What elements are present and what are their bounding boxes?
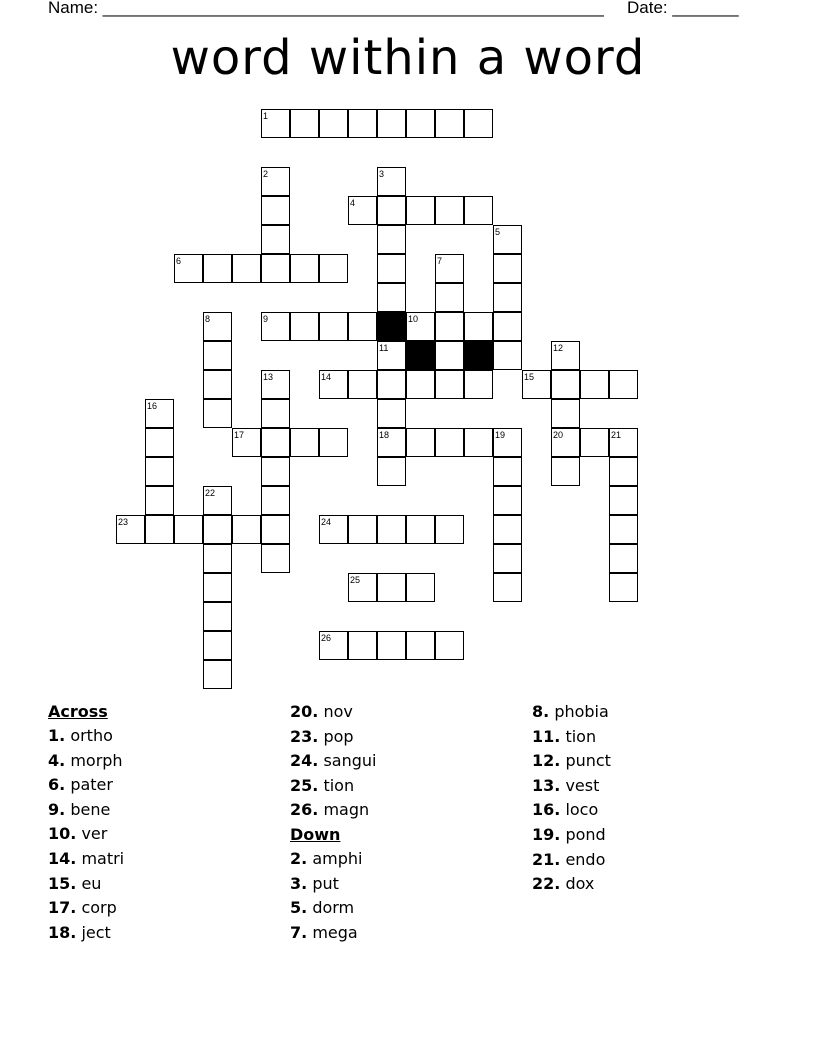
clue-number: 17. bbox=[48, 898, 77, 918]
crossword-cell[interactable] bbox=[435, 283, 464, 312]
clue-text: dorm bbox=[312, 898, 355, 918]
clue-number: 12. bbox=[532, 751, 561, 771]
crossword-cell[interactable] bbox=[609, 515, 638, 544]
clue-number: 25. bbox=[290, 775, 319, 795]
clue-text: corp bbox=[81, 898, 117, 918]
clue-text: dox bbox=[565, 874, 595, 894]
clue-item bbox=[290, 774, 376, 799]
clue-number: 24. bbox=[290, 751, 319, 771]
clue-number-label: 11 bbox=[379, 343, 389, 353]
clue-column-3 bbox=[532, 700, 611, 897]
clue-number-label: 24 bbox=[321, 517, 332, 527]
crossword-cell[interactable] bbox=[377, 196, 406, 225]
clue-text: vest bbox=[565, 775, 600, 795]
crossword-cell[interactable] bbox=[464, 109, 493, 138]
clue-text: pater bbox=[70, 775, 113, 795]
clue-number-label: 15 bbox=[524, 372, 535, 382]
clue-number: 23. bbox=[290, 726, 319, 746]
crossword-cell[interactable] bbox=[203, 341, 232, 370]
clue-number-label: 18 bbox=[379, 430, 390, 440]
clue-number-label: 16 bbox=[147, 401, 158, 411]
crossword-cell[interactable] bbox=[377, 254, 406, 283]
clue-number-label: 13 bbox=[263, 372, 274, 382]
clue-number: 15. bbox=[48, 873, 77, 893]
crossword-cell[interactable] bbox=[580, 370, 609, 399]
crossword-cell[interactable] bbox=[464, 196, 493, 225]
crossword-cell[interactable] bbox=[609, 457, 638, 486]
crossword-cell[interactable] bbox=[261, 196, 290, 225]
clue-text: punct bbox=[565, 751, 611, 771]
across-heading: Across bbox=[48, 702, 108, 721]
crossword-cell[interactable] bbox=[406, 370, 435, 399]
clue-number: 22. bbox=[532, 874, 561, 894]
crossword-cell[interactable] bbox=[551, 457, 580, 486]
crossword-cell[interactable] bbox=[493, 573, 522, 602]
crossword-cell[interactable] bbox=[145, 486, 174, 515]
crossword-cell[interactable] bbox=[493, 515, 522, 544]
clue-number: 5. bbox=[290, 898, 308, 918]
crossword-cell[interactable] bbox=[377, 399, 406, 428]
crossword-cell[interactable] bbox=[580, 428, 609, 457]
crossword-cell[interactable] bbox=[609, 573, 638, 602]
crossword-black-cell bbox=[377, 312, 406, 341]
crossword-cell[interactable] bbox=[348, 109, 377, 138]
crossword-cell[interactable] bbox=[406, 631, 435, 660]
crossword-cell[interactable] bbox=[203, 631, 232, 660]
clue-item bbox=[290, 749, 376, 774]
crossword-cell[interactable] bbox=[319, 109, 348, 138]
clue-text: pop bbox=[323, 726, 354, 746]
clue-item bbox=[48, 822, 124, 847]
crossword-cell[interactable] bbox=[551, 370, 580, 399]
clue-text: matri bbox=[81, 848, 125, 868]
clue-item bbox=[290, 921, 376, 946]
clue-number-label: 25 bbox=[350, 575, 361, 585]
crossword-cell[interactable] bbox=[406, 573, 435, 602]
clue-text: bene bbox=[70, 799, 111, 819]
clue-number: 11. bbox=[532, 726, 561, 746]
crossword-cell[interactable] bbox=[261, 225, 290, 254]
clue-number: 18. bbox=[48, 922, 77, 942]
crossword-cell[interactable] bbox=[203, 515, 232, 544]
crossword-cell[interactable] bbox=[493, 341, 522, 370]
crossword-cell[interactable] bbox=[435, 196, 464, 225]
clue-item bbox=[48, 896, 124, 921]
clue-number-label: 19 bbox=[495, 430, 506, 440]
crossword-cell[interactable] bbox=[348, 312, 377, 341]
clue-number: 2. bbox=[290, 848, 308, 868]
clue-item bbox=[48, 773, 124, 798]
crossword-cell[interactable] bbox=[348, 631, 377, 660]
clue-text: loco bbox=[565, 800, 599, 820]
clue-item bbox=[48, 872, 124, 897]
crossword-cell[interactable] bbox=[435, 341, 464, 370]
crossword-cell[interactable] bbox=[203, 370, 232, 399]
clue-item bbox=[532, 725, 611, 750]
clue-number-label: 14 bbox=[321, 372, 332, 382]
clue-number: 6. bbox=[48, 775, 66, 795]
clue-text: tion bbox=[323, 775, 355, 795]
crossword-cell[interactable] bbox=[493, 457, 522, 486]
clue-item bbox=[290, 872, 376, 897]
crossword-cell[interactable] bbox=[145, 428, 174, 457]
crossword-cell[interactable] bbox=[261, 544, 290, 573]
clue-text: put bbox=[312, 873, 339, 893]
crossword-cell[interactable] bbox=[377, 631, 406, 660]
clue-item bbox=[48, 749, 124, 774]
crossword-black-cell bbox=[406, 341, 435, 370]
crossword-cell[interactable] bbox=[493, 544, 522, 573]
clue-text: amphi bbox=[312, 848, 363, 868]
clue-text: magn bbox=[323, 800, 370, 820]
crossword-cell[interactable] bbox=[377, 109, 406, 138]
crossword-cell[interactable] bbox=[261, 254, 290, 283]
crossword-cell[interactable] bbox=[261, 515, 290, 544]
clue-item bbox=[532, 798, 611, 823]
crossword-cell[interactable] bbox=[435, 631, 464, 660]
clue-text: sangui bbox=[323, 751, 377, 771]
clue-number-label: 3 bbox=[379, 169, 385, 179]
crossword-cell[interactable] bbox=[493, 486, 522, 515]
crossword-cell[interactable] bbox=[435, 312, 464, 341]
crossword-cell[interactable] bbox=[203, 399, 232, 428]
crossword-cell[interactable] bbox=[377, 370, 406, 399]
crossword-black-cell bbox=[464, 341, 493, 370]
crossword-cell[interactable] bbox=[319, 428, 348, 457]
clue-item bbox=[290, 847, 376, 872]
crossword-cell[interactable] bbox=[290, 109, 319, 138]
crossword-cell[interactable] bbox=[609, 370, 638, 399]
crossword-cell[interactable] bbox=[377, 515, 406, 544]
clue-number: 10. bbox=[48, 824, 77, 844]
clue-text: tion bbox=[565, 726, 597, 746]
crossword-cell[interactable] bbox=[203, 602, 232, 631]
crossword-cell[interactable] bbox=[203, 573, 232, 602]
clue-item bbox=[290, 700, 376, 725]
clue-number-label: 26 bbox=[321, 633, 332, 643]
clue-text: endo bbox=[565, 849, 606, 869]
name-field[interactable]: Name: _____________________________________________________ bbox=[48, 0, 604, 17]
clue-text: ortho bbox=[70, 726, 113, 745]
crossword-cell[interactable] bbox=[464, 370, 493, 399]
clue-item bbox=[532, 749, 611, 774]
clue-number: 16. bbox=[532, 800, 561, 820]
crossword-cell[interactable] bbox=[435, 370, 464, 399]
crossword-cell[interactable] bbox=[493, 283, 522, 312]
clue-item bbox=[532, 774, 611, 799]
crossword-cell[interactable] bbox=[609, 486, 638, 515]
crossword-cell[interactable] bbox=[435, 428, 464, 457]
clue-item bbox=[290, 896, 376, 921]
clue-number-label: 20 bbox=[553, 430, 564, 440]
crossword-cell[interactable] bbox=[261, 457, 290, 486]
crossword-cell[interactable] bbox=[493, 312, 522, 341]
clue-text: ject bbox=[81, 922, 111, 942]
clue-number-label: 5 bbox=[495, 227, 501, 237]
crossword-cell[interactable] bbox=[377, 225, 406, 254]
clue-number: 8. bbox=[532, 702, 550, 721]
crossword-cell[interactable] bbox=[232, 254, 261, 283]
crossword-cell[interactable] bbox=[261, 486, 290, 515]
crossword-cell[interactable] bbox=[377, 283, 406, 312]
crossword-cell[interactable] bbox=[261, 399, 290, 428]
clue-number-label: 9 bbox=[263, 314, 269, 324]
clue-text: ver bbox=[81, 824, 108, 844]
clue-number-label: 2 bbox=[263, 169, 269, 179]
clue-number: 21. bbox=[532, 849, 561, 869]
crossword-cell[interactable] bbox=[435, 109, 464, 138]
clue-item bbox=[532, 700, 611, 725]
clue-text: pond bbox=[565, 824, 606, 844]
crossword-cell[interactable] bbox=[203, 660, 232, 689]
crossword-cell[interactable] bbox=[174, 515, 203, 544]
crossword-cell[interactable] bbox=[464, 312, 493, 341]
clue-number-label: 4 bbox=[350, 198, 356, 208]
crossword-cell[interactable] bbox=[290, 254, 319, 283]
date-field[interactable]: Date: _______ bbox=[627, 0, 739, 17]
clue-number-label: 6 bbox=[176, 256, 182, 266]
clue-item bbox=[532, 848, 611, 873]
crossword-cell[interactable] bbox=[464, 428, 493, 457]
clue-number-label: 22 bbox=[205, 488, 216, 498]
clue-item bbox=[532, 823, 611, 848]
clue-item bbox=[290, 798, 376, 823]
clue-number-label: 10 bbox=[408, 314, 419, 324]
crossword-cell[interactable] bbox=[290, 312, 319, 341]
clue-number-label: 21 bbox=[611, 430, 622, 440]
clue-text: nov bbox=[323, 702, 353, 721]
crossword-cell[interactable] bbox=[377, 573, 406, 602]
crossword-cell[interactable] bbox=[203, 544, 232, 573]
clue-column-2 bbox=[290, 700, 376, 945]
clue-number: 4. bbox=[48, 750, 66, 770]
clue-item bbox=[532, 872, 611, 897]
crossword-cell[interactable] bbox=[551, 399, 580, 428]
page-title: word within a word bbox=[170, 30, 646, 86]
clue-number: 14. bbox=[48, 848, 77, 868]
crossword-cell[interactable] bbox=[406, 109, 435, 138]
crossword-cell[interactable] bbox=[319, 312, 348, 341]
crossword-cell[interactable] bbox=[406, 515, 435, 544]
clue-number: 7. bbox=[290, 922, 308, 942]
clue-item bbox=[48, 847, 124, 872]
clue-number: 9. bbox=[48, 799, 66, 819]
clue-number: 3. bbox=[290, 873, 308, 893]
crossword-cell[interactable] bbox=[609, 544, 638, 573]
clue-number-label: 23 bbox=[118, 517, 129, 527]
clue-column-1 bbox=[48, 700, 124, 945]
clue-number-label: 1 bbox=[263, 111, 269, 121]
clue-item bbox=[48, 921, 124, 946]
crossword-cell[interactable] bbox=[232, 515, 261, 544]
clue-text: phobia bbox=[554, 702, 609, 721]
crossword-cell[interactable] bbox=[290, 428, 319, 457]
crossword-cell[interactable] bbox=[203, 254, 232, 283]
clue-number-label: 7 bbox=[437, 256, 443, 266]
clue-number: 19. bbox=[532, 824, 561, 844]
crossword-cell[interactable] bbox=[406, 428, 435, 457]
clue-text: mega bbox=[312, 922, 358, 942]
clue-item bbox=[290, 725, 376, 750]
clue-item bbox=[48, 724, 124, 749]
crossword-cell[interactable] bbox=[348, 515, 377, 544]
crossword-cell[interactable] bbox=[377, 457, 406, 486]
clue-number: 20. bbox=[290, 702, 319, 721]
crossword-cell[interactable] bbox=[145, 457, 174, 486]
clue-number-label: 12 bbox=[553, 343, 564, 353]
clue-number: 26. bbox=[290, 800, 319, 820]
down-heading: Down bbox=[290, 824, 341, 844]
clue-item bbox=[48, 798, 124, 823]
clue-number: 1. bbox=[48, 726, 66, 745]
clue-number-label: 8 bbox=[205, 314, 211, 324]
crossword-cell[interactable] bbox=[493, 254, 522, 283]
clue-number-label: 17 bbox=[234, 430, 245, 440]
crossword-cell[interactable] bbox=[348, 370, 377, 399]
crossword-cell[interactable] bbox=[319, 254, 348, 283]
crossword-cell[interactable] bbox=[406, 196, 435, 225]
clue-number: 13. bbox=[532, 775, 561, 795]
clue-text: eu bbox=[81, 873, 102, 893]
clue-text: morph bbox=[70, 750, 123, 770]
crossword-cell[interactable] bbox=[261, 428, 290, 457]
crossword-cell[interactable] bbox=[435, 515, 464, 544]
crossword-cell[interactable] bbox=[145, 515, 174, 544]
